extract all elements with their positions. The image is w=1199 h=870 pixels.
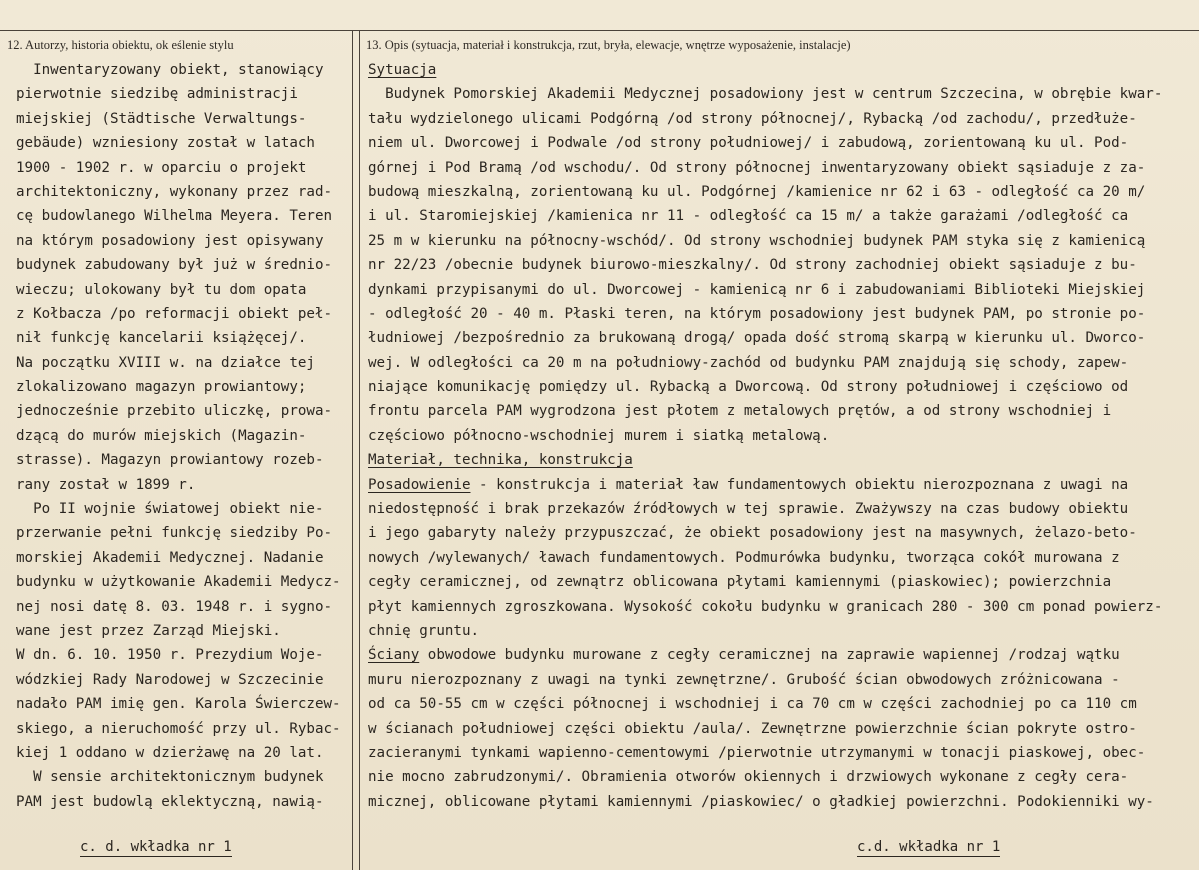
right-section-header: 13. Opis (sytuacja, materiał i konstrukcja, rzut, bryła, elewacje, wnętrze wyposażenie, instalacje) (366, 38, 851, 52)
right-text-line: - odległość 20 - 40 m. Płaski teren, na którym posadowiony jest budynek PAM, po stronie po- (368, 305, 1146, 322)
left-footer-underline (80, 856, 232, 857)
right-text-line: w ścianach południowej części obiektu /aula/. Zewnętrzne powierzchnie ścian pokryte ostro- (368, 720, 1137, 737)
left-section-header: 12. Autorzy, historia obiektu, ok eślenie stylu (7, 38, 234, 52)
left-text-line: Na początku XVIII w. na działce tej (16, 354, 315, 371)
left-text-line: nadało PAM imię gen. Karola Świerczew- (16, 696, 341, 713)
right-text-line: chnię gruntu. (368, 622, 480, 639)
right-text-line: frontu parcela PAM wygrodzona jest płotem z metalowych prętów, a od strony wschodniej i (368, 403, 1112, 420)
left-text-line: dzącą do murów miejskich (Magazin- (16, 427, 307, 444)
left-text-line: jednocześnie przebito uliczkę, prowa- (16, 403, 333, 420)
right-text-line: niem ul. Dworcowej i Podwale /od strony południowej/ i zabudową, zorientowaną ku ul. Pod- (368, 135, 1129, 152)
left-text-line: kiej 1 oddano w dzierżawę na 20 lat. (16, 744, 324, 761)
right-text-line: 25 m w kierunku na północny-wschód/. Od strony wschodniej budynek PAM styka się z kamienicą (368, 232, 1146, 249)
section-subheading (368, 58, 1196, 82)
right-text-line: wej. W odległości ca 20 m na południowy-zachód od budynku PAM znajdują się schody, zapew- (368, 354, 1129, 371)
left-text-line: przerwanie pełni funkcję siedziby Po- (16, 525, 333, 542)
right-text-line (368, 473, 1196, 497)
left-text-line: budynek zabudowany był już w średnio- (16, 257, 333, 274)
subheading-text: Sytuacja (368, 62, 437, 78)
right-text-line: nowych /wylewanych/ ławach fundamentowych. Podmurówka budynku, tworząca cokół murowana z (368, 549, 1120, 566)
left-text-line: miejskiej (Städtische Verwaltungs- (16, 110, 307, 127)
left-text-line: rany został w 1899 r. (16, 476, 196, 493)
right-text-line (368, 643, 1196, 667)
left-text-line: Inwentaryzowany obiekt, stanowiący (16, 62, 324, 78)
right-text-line: częściowo północno-wschodniej murem i siatką metalową. (368, 427, 830, 444)
left-text-line: wane jest przez Zarząd Miejski. (16, 622, 281, 639)
left-text-line: strasse). Magazyn prowiantowy rozeb- (16, 452, 324, 469)
right-continuation-note (857, 839, 1000, 857)
right-text-line: płyt kamiennych zgroszkowana. Wysokość cokołu budynku w granicach 280 - 300 cm ponad powierz- (368, 598, 1163, 615)
right-text-line: cegły ceramicznej, od zewnątrz oblicowana płytami kamiennymi (piaskowiec); powierzchnia (368, 574, 1112, 591)
line-with-underlined-term: Ściany obwodowe budynku murowane z cegły ceramicznej na zaprawie wapiennej /rodzaj wątku (368, 647, 1120, 664)
left-column-text (16, 58, 350, 814)
right-text-line: od ca 50-55 cm w części północnej i wschodniej i ca 70 cm w części zachodniej po ca 110 cm (368, 696, 1137, 713)
left-text-line: z Kołbacza /po reformacji obiekt peł- (16, 305, 333, 322)
line-with-underlined-term: Posadowienie - konstrukcja i materiał ław fundamentowych obiektu nierozpoznana z uwagi na (368, 476, 1129, 493)
right-text-line: tału wydzielonego ulicami Podgórną /od strony północnej/, Rybacką /od zachodu/, przedłuże- (368, 110, 1137, 127)
right-footer-underline (857, 856, 1000, 857)
right-text-line: i ul. Staromiejskiej /kamienica nr 11 - odległość ca 15 m/ a także garażami /odległość ca (368, 208, 1129, 225)
right-text-line: i jego gabaryty należy przypuszczać, że obiekt posadowiony jest na masywnych, żelazo-beto- (368, 525, 1137, 542)
column-divider-inner (359, 30, 360, 870)
left-text-line: nej nosi datę 8. 03. 1948 r. i sygno- (16, 598, 333, 615)
right-text-line: micznej, oblicowane płytami kamiennymi /piaskowiec/ o gładkiej powierzchni. Podokienniki wy- (368, 793, 1154, 810)
left-text-line: na którym posadowiony jest opisywany (16, 232, 324, 249)
right-text-line: nie mocno zabrudzonymi/. Obramienia otworów okiennych i drzwiowych wykonane z cegły cera- (368, 769, 1129, 786)
right-text-line: górnej i Pod Bramą /od wschodu/. Od strony północnej inwentaryzowany obiekt sąsiaduje z za- (368, 159, 1146, 176)
right-text-line: budową mieszkalną, zorientowaną ku ul. Podgórnej /kamienice nr 62 i 63 - odległość ca 20 m/ (368, 183, 1146, 200)
left-text-line: zlokalizowano magazyn prowiantowy; (16, 379, 307, 396)
left-footer-text: c. d. wkładka nr 1 (80, 839, 232, 855)
right-text-line: łudniowej /bezpośrednio za brukowaną drogą/ opada dość stromą skarpą w kierunku ul. Dworco- (368, 330, 1146, 347)
left-text-line: architektoniczny, wykonany przez rad- (16, 183, 333, 200)
left-text-line: wieczu; ulokowany był tu dom opata (16, 281, 307, 298)
left-text-line: nił funkcję kancelarii książęcej/. (16, 330, 307, 347)
left-text-line: morskiej Akademii Medycznej. Nadanie (16, 549, 324, 566)
right-text-line: niające komunikację pomiędzy ul. Rybacką a Dworcową. Od strony południowej i częściowo od (368, 379, 1129, 396)
left-text-line: W sensie architektonicznym budynek (16, 769, 324, 786)
left-text-line: 1900 - 1902 r. w oparciu o projekt (16, 159, 307, 176)
left-continuation-note (80, 839, 232, 857)
left-text-line: budynku w użytkowanie Akademii Medycz- (16, 574, 341, 591)
right-text-line: nr 22/23 /obecnie budynek biurowo-mieszkalny/. Od strony zachodniej obiekt sąsiaduje z bu- (368, 257, 1137, 274)
left-text-line: wódzkiej Rady Narodowej w Szczecinie (16, 671, 324, 688)
right-text-line: dynkami przypisanymi do ul. Dworcowej - kamienicą nr 6 i zabudowaniami Biblioteki Miejskiej (368, 281, 1146, 298)
right-footer-text: c.d. wkładka nr 1 (857, 839, 1001, 855)
column-divider (352, 30, 353, 870)
section-subheading (368, 448, 1196, 472)
right-text-line: Budynek Pomorskiej Akademii Medycznej posadowiony jest w centrum Szczecina, w obrębie kwar- (368, 86, 1163, 103)
right-text-line: niedostępność i brak przekazów źródłowych w tej sprawie. Zważywszy na czas budowy obiektu (368, 501, 1129, 518)
header-rule (0, 30, 1199, 31)
left-text-line: gebäude) wzniesiony został w latach (16, 135, 315, 152)
left-text-line: pierwotnie siedzibę administracji (16, 86, 298, 103)
right-column-text (368, 58, 1196, 814)
left-text-line: PAM jest budowlą eklektyczną, nawią- (16, 793, 324, 810)
left-text-line: skiego, a nieruchomość przy ul. Rybac- (16, 720, 341, 737)
subheading-text: Materiał, technika, konstrukcja (368, 452, 633, 469)
right-text-line: muru nierozpoznany z uwagi na tynki zewnętrzne/. Grubość ścian obwodowych zróżnicowana - (368, 671, 1120, 688)
left-text-line: W dn. 6. 10. 1950 r. Prezydium Woje- (16, 647, 324, 664)
left-text-line: Po II wojnie światowej obiekt nie- (16, 501, 324, 518)
left-text-line: cę budowlanego Wilhelma Meyera. Teren (16, 208, 333, 225)
right-text-line: zacieranymi tynkami wapienno-cementowymi /pierwotnie utrzymanymi w tonacji piaskowej, obec- (368, 744, 1146, 761)
